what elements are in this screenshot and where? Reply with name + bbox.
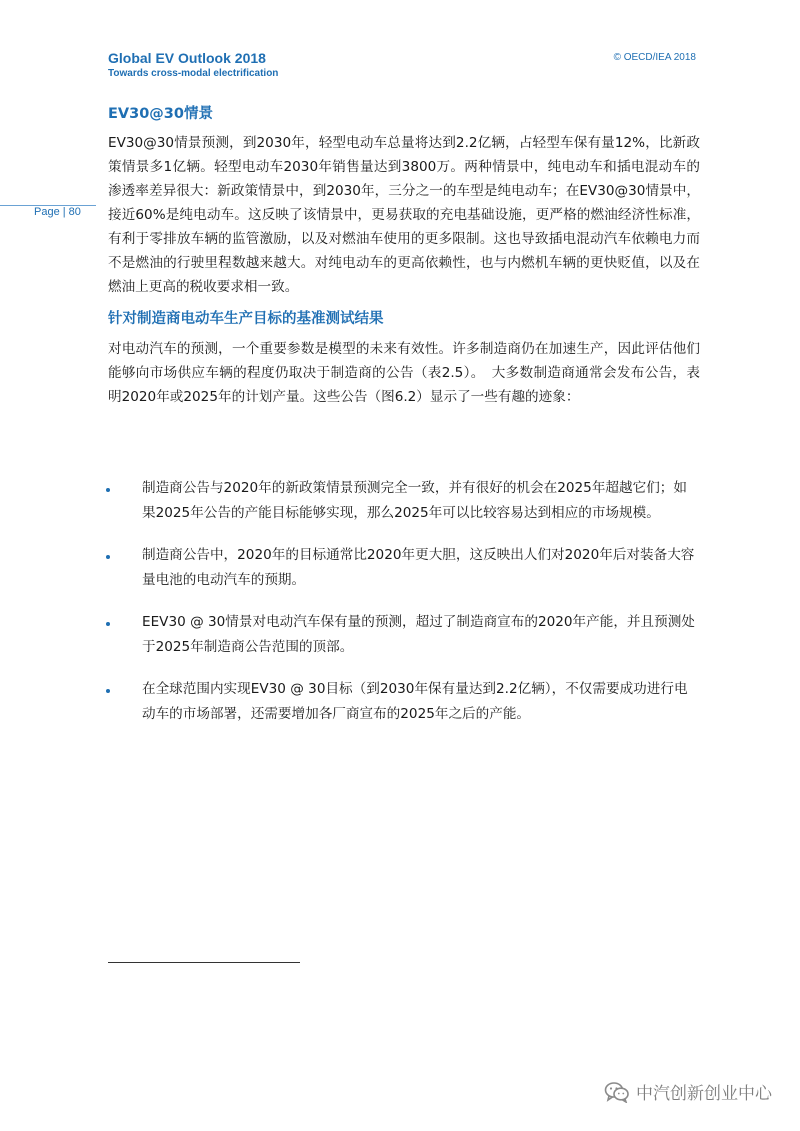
report-title: Global EV Outlook 2018 (108, 50, 266, 66)
section-heading-ev3030: EV30@30情景 (108, 106, 213, 122)
main-content (108, 103, 700, 409)
list-item (108, 476, 700, 525)
list-item (108, 610, 700, 659)
bullet-icon (106, 689, 110, 693)
list-item-text: 制造商公告中，2020年的目标通常比2020年更大胆，这反映出人们对2020年后对装备大容量电池的电动汽车的预期。 (142, 547, 695, 588)
list-item (108, 543, 700, 592)
bullet-icon (106, 488, 110, 492)
section-heading-benchmark: 针对制造商电动车生产目标的基准测试结果 (108, 311, 384, 327)
list-item-text: 在全球范围内实现EV30 @ 30目标（到2030年保有量达到2.2亿辆），不仅需要成功进行电动车的市场部署，还需要增加各厂商宣布的2025年之后的产能。 (142, 681, 688, 722)
list-item-text: EEV30 @ 30情景对电动汽车保有量的预测，超过了制造商宣布的2020年产能，并且预测处于2025年制造商公告范围的顶部。 (142, 614, 695, 655)
report-subtitle: Towards cross-modal electrification (108, 68, 279, 79)
footnote-separator (108, 962, 300, 963)
watermark (604, 1079, 772, 1104)
bullet-icon (106, 622, 110, 626)
bullet-icon (106, 555, 110, 559)
list-item (108, 677, 700, 726)
wechat-icon (604, 1081, 630, 1103)
list-item-text: 制造商公告与2020年的新政策情景预测完全一致，并有很好的机会在2025年超越它们；如果2025年公告的产能目标能够实现，那么2025年可以比较容易达到相应的市场规模。 (142, 480, 687, 521)
watermark-text: 中汽创新创业中心 (636, 1084, 772, 1104)
section-body-ev3030: EV30@30情景预测，到2030年，轻型电动车总量将达到2.2亿辆，占轻型车保有量12%，比新政策情景多1亿辆。轻型电动车2030年销售量达到3800万。两种情景中，纯电动车和插电混动车的渗透率差异很大：新政策情景中，到2030年，三分之一的车型是纯电动车；在EV30@30情景中，接近60%是纯电动车。这反映了该情景中，更易获取的充电基础设施，更严格的燃油经济性标准，有利于零排放车辆的监管激励，以及对燃油车使用的更多限制。这也导致插电混动汽车依赖电力而不是燃油的行驶里程数越来越大。对纯电动车的更高依赖性，也与内燃机车辆的更快贬值，以及在燃油上更高的税收要求相一致。 (108, 135, 700, 295)
page-number: Page | 80 (34, 206, 81, 218)
section-body-benchmark: 对电动汽车的预测，一个重要参数是模型的未来有效性。许多制造商仍在加速生产，因此评估他们能够向市场供应车辆的程度仍取决于制造商的公告（表2.5）。 大多数制造商通常会发布公告，表明2020年或2025年的计划产量。这些公告（图6.2）显示了一些有趣的迹象： (108, 341, 700, 405)
findings-list (108, 476, 700, 744)
copyright-notice: © OECD/IEA 2018 (613, 52, 696, 63)
